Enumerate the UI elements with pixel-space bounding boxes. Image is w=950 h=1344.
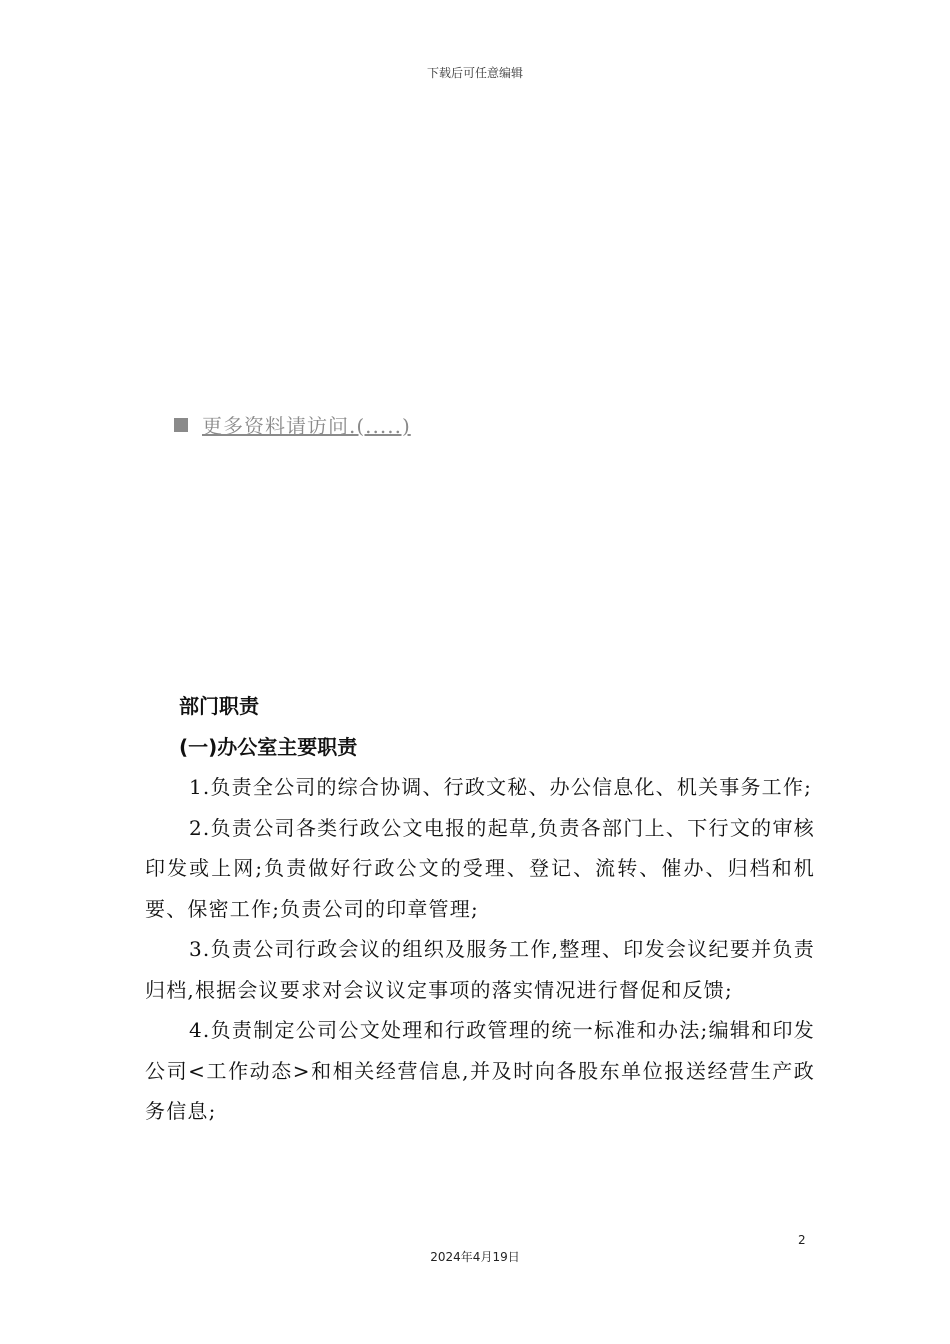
section-title: 部门职责 [179,694,259,718]
section-subtitle: (一)办公室主要职责 [179,734,358,759]
document-body [145,686,815,1132]
duty-paragraph-2: 2.负责公司各类行政公文电报的起草,负责各部门上、下行文的审核印发或上网;负责做好行政公文的受理、登记、流转、催办、归档和机要、保密工作;负责公司的印章管理; [145,815,815,921]
page-footer-date: 2024年4月19日 [430,1250,520,1264]
more-info-link[interactable]: 更多资料请访问.(.....) [202,414,411,438]
duty-paragraph-1: 1.负责全公司的综合协调、行政文秘、办公信息化、机关事务工作; [189,775,813,799]
page-header: 下载后可任意编辑 [426,66,523,80]
page-number: 2 [798,1233,806,1247]
more-info-link-line [174,410,411,439]
duty-paragraph-3: 3.负责公司行政会议的组织及服务工作,整理、印发会议纪要并负责归档,根据会议要求对会议议定事项的落实情况进行督促和反馈; [145,937,815,1002]
square-bullet-icon [174,418,188,432]
duty-paragraph-4: 4.负责制定公司公文处理和行政管理的统一标准和办法;编辑和印发公司<工作动态>和相关经营信息,并及时向各股东单位报送经营生产政务信息; [145,1018,815,1123]
